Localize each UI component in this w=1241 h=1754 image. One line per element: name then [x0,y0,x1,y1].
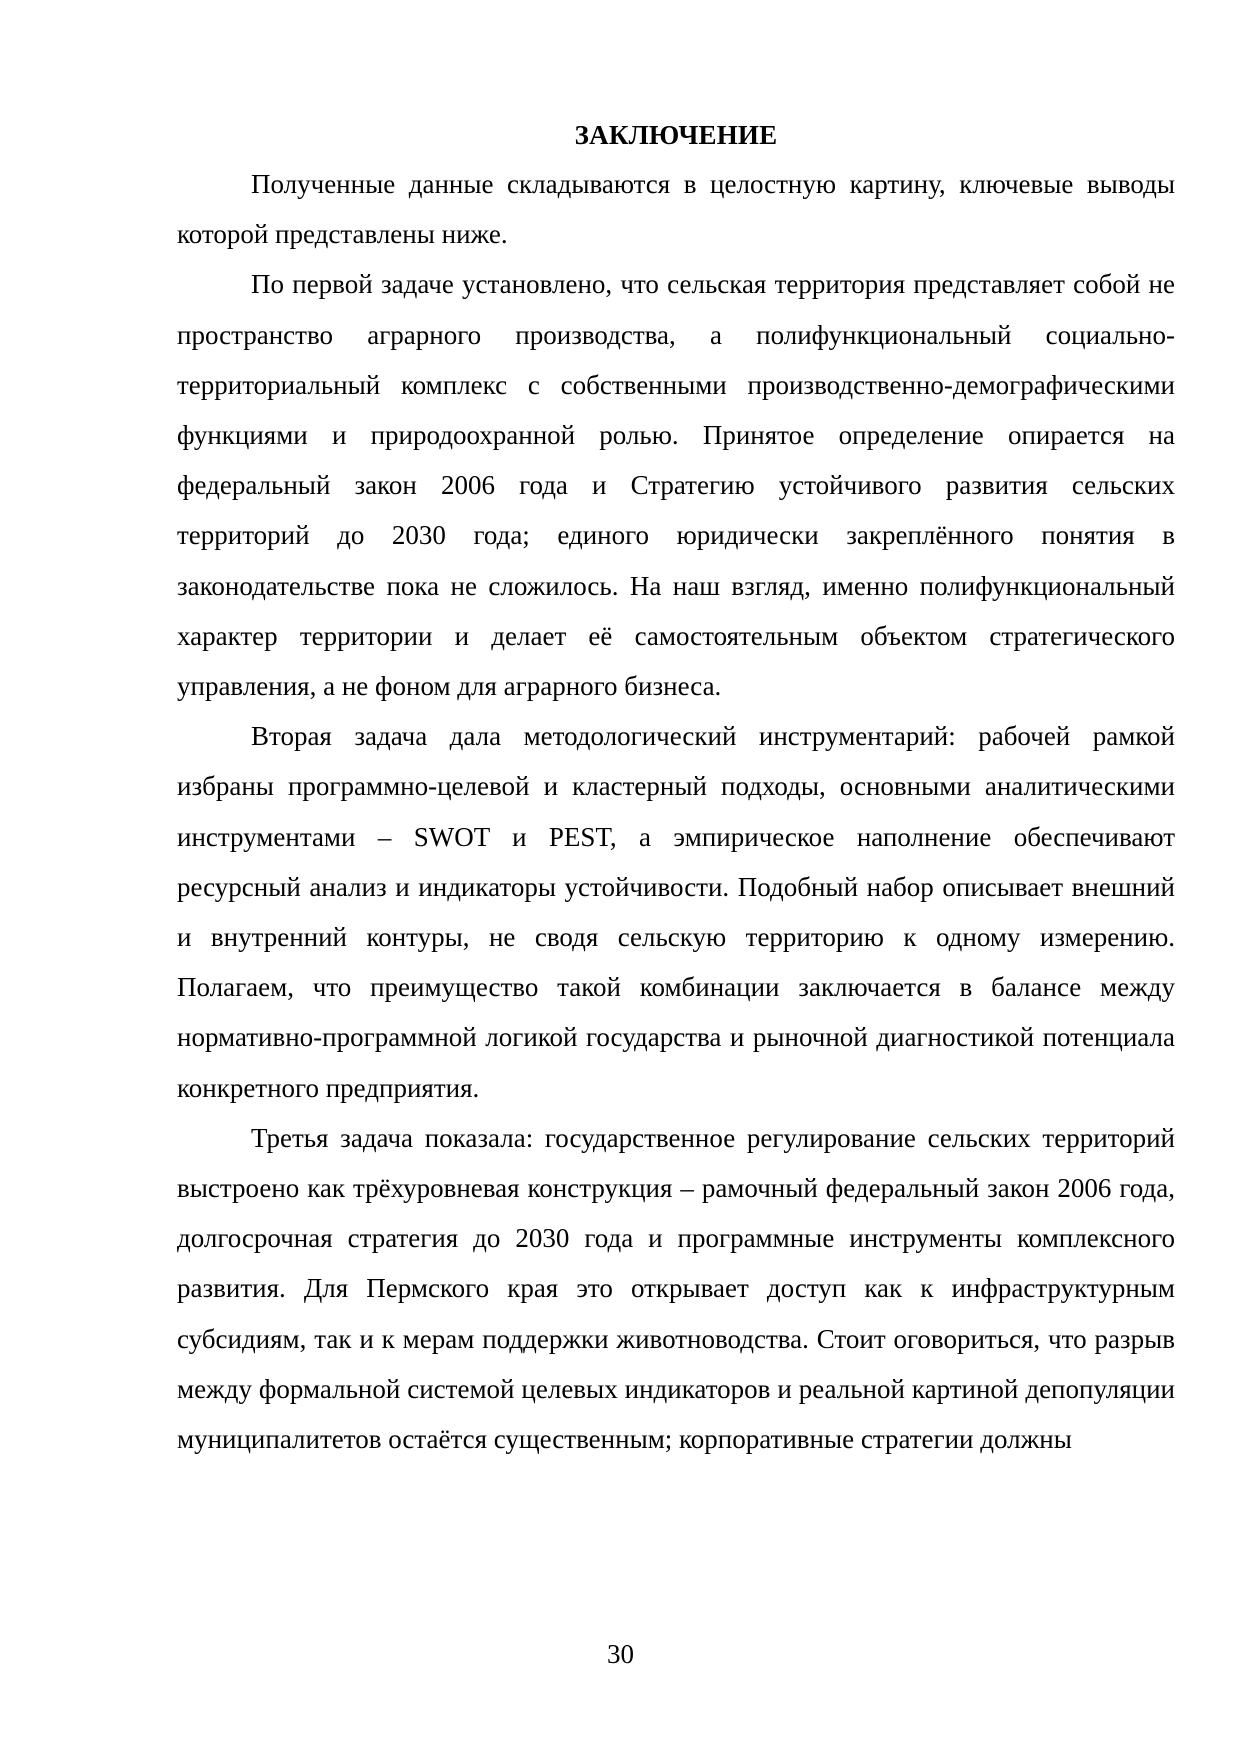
paragraph-intro: Полученные данные складываются в целостную картину, ключевые выводы которой представлены ниже. [177,169,1175,250]
paragraph-task-2: Вторая задача дала методологический инструментарий: рабочей рамкой избраны программно-целевой и кластерный подходы, основными аналитическими инструментами – SWOT и PEST, а эмпирическое наполнение обеспечивают ресурсный анализ и индикаторы устойчивости. Подобный набор описывает внешний и внутренний контуры, не сводя сельскую территорию к одному измерению. Полагаем, что преимущество такой комбинации заключается в балансе между нормативно-программной логикой государства и рыночной диагностикой потенциала конкретного предприятия. [177,721,1175,1103]
paragraph-task-1: По первой задаче установлено, что сельская территория представляет собой не пространство аграрного производства, а полифункциональный социально-территориальный комплекс с собственными производственно-демографическими функциями и природоохранной ролью. Принятое определение опирается на федеральный закон 2006 года и Стратегию устойчивого развития сельских территорий до 2030 года; единого юридически закреплённого понятия в законодательстве пока не сложилось. На наш взгляд, именно полифункциональный характер территории и делает её самостоятельным объектом стратегического управления, а не фоном для аграрного бизнеса. [177,269,1175,702]
paragraph-task-3: Третья задача показала: государственное регулирование сельских территорий выстроено как трёхуровневая конструкция – рамочный федеральный закон 2006 года, долгосрочная стратегия до 2030 года и программные инструменты комплексного развития. Для Пермского края это открывает доступ как к инфраструктурным субсидиям, так и к мерам поддержки животноводства. Стоит оговориться, что разрыв между формальной системой целевых индикаторов и реальной картиной депопуляции муниципалитетов остаётся существенным; корпоративные стратегии должны [177,1122,1175,1455]
page-content [177,114,1175,1464]
section-heading: ЗАКЛЮЧЕНИЕ [574,120,778,150]
page-number: 30 [607,1639,634,1669]
